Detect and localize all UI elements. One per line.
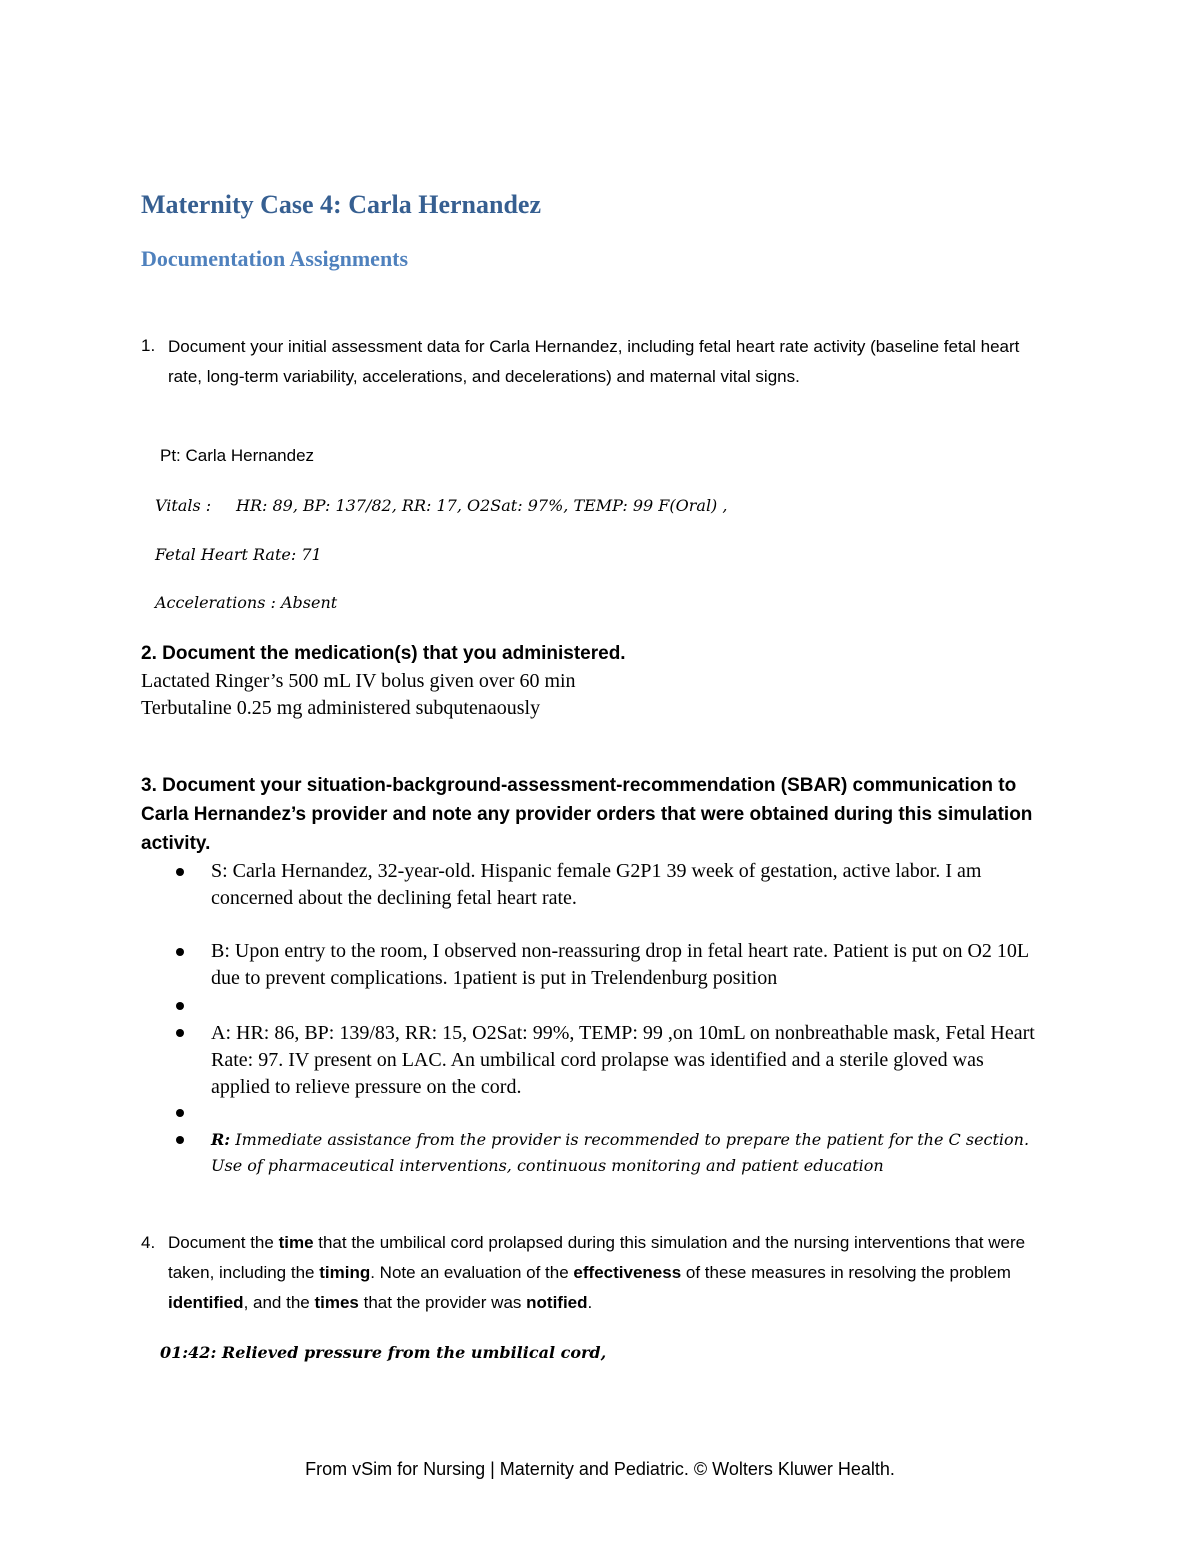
question-2-heading: 2. Document the medication(s) that you administered.	[141, 643, 626, 664]
sbar-recommendation-label: R:	[211, 1130, 231, 1149]
sbar-assessment: A: HR: 86, BP: 139/83, RR: 15, O2Sat: 99%, TEMP: 99 ,on 10mL on nonbreathable mask, Fetal Heart Rate: 97. IV present on LAC. An umbilical cord prolapse was identified and a sterile gloved was applied to relieve pressure on the cord.	[211, 1022, 1035, 1098]
medication-line: Lactated Ringer’s 500 mL IV bolus given over 60 min	[141, 670, 576, 692]
sbar-background: B: Upon entry to the room, I observed non-reassuring drop in fetal heart rate. Patient is put on O2 10L due to prevent complications. 1patient is put in Trelendenburg position	[211, 940, 1029, 989]
question-4-text	[168, 1228, 1058, 1318]
patient-name: Pt: Carla Hernandez	[160, 446, 315, 465]
question-4-segment: notified	[526, 1293, 588, 1312]
fetal-heart-rate: Fetal Heart Rate: 71	[155, 545, 322, 564]
sbar-situation: S: Carla Hernandez, 32-year-old. Hispanic female G2P1 39 week of gestation, active labor. I am concerned about the declining fetal heart rate.	[211, 860, 982, 909]
bullet-icon	[176, 1136, 184, 1144]
question-4-segment: . Note an evaluation of the	[370, 1263, 574, 1282]
question-4-segment: , and the	[243, 1293, 315, 1312]
bullet-icon	[176, 1109, 184, 1117]
bullet-icon	[176, 948, 184, 956]
page-subtitle: Documentation Assignments	[141, 246, 409, 271]
question-4-number: 4.	[141, 1233, 156, 1252]
medication-line: Terbutaline 0.25 mg administered subqutenaously	[141, 697, 541, 719]
question-4-segment: Document the	[168, 1233, 279, 1252]
question-4-segment: that the provider was	[358, 1293, 527, 1312]
bullet-icon	[176, 1029, 184, 1037]
page-title: Maternity Case 4: Carla Hernandez	[141, 190, 542, 219]
vitals-label: Vitals :	[155, 496, 212, 515]
question-1-text: Document your initial assessment data for Carla Hernandez, including fetal heart rate activity (baseline fetal heart rate, long-term variability, accelerations, and decelerations) and maternal vital signs.	[168, 337, 1020, 386]
sbar-recommendation-text: Immediate assistance from the provider is recommended to prepare the patient for the C section. Use of pharmaceutical interventions, continuous monitoring and patient education	[211, 1130, 1030, 1175]
question-4-segment: identified	[168, 1293, 244, 1312]
question-4-segment: timing	[319, 1263, 371, 1282]
time-entry: 01:42: Relieved pressure from the umbilical cord,	[160, 1343, 607, 1362]
accelerations: Accelerations : Absent	[155, 593, 338, 612]
question-4-segment: .	[587, 1293, 593, 1312]
question-4-segment: time	[278, 1233, 314, 1252]
bullet-icon	[176, 868, 184, 876]
question-4-segment: of these measures in resolving the problem	[681, 1263, 1011, 1282]
question-1-number: 1.	[141, 336, 156, 355]
question-3-heading: 3. Document your situation-background-assessment-recommendation (SBAR) communication to Carla Hernandez’s provider and note any provider orders that were obtained during this simulation activity.	[141, 775, 1033, 854]
bullet-icon	[176, 1002, 184, 1010]
sbar-recommendation	[211, 1127, 1051, 1179]
question-4-segment: effectiveness	[573, 1263, 682, 1282]
question-4-segment: that the umbilical cord prolapsed during this simulation and the nursing interventions that were taken, including the	[168, 1233, 1026, 1282]
vitals-values: HR: 89, BP: 137/82, RR: 17, O2Sat: 97%, TEMP: 99 F(Oral) ,	[236, 496, 728, 515]
page-footer: From vSim for Nursing | Maternity and Pediatric. © Wolters Kluwer Health.	[305, 1459, 895, 1479]
question-4-segment: times	[314, 1293, 359, 1312]
